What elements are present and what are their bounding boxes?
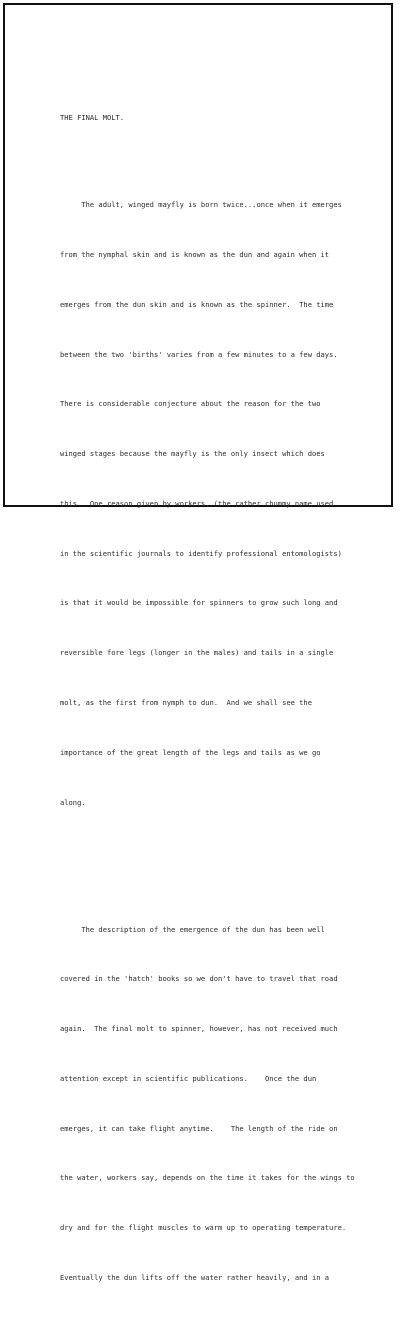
text-line: emerges from the dun skin and is known as the spinner. The time <box>60 299 334 309</box>
paragraph-1 <box>60 164 375 844</box>
document-title: THE FINAL MOLT. <box>60 113 125 122</box>
text-line: along. <box>60 797 86 807</box>
text-line: The adult, winged mayfly is born twice...once when it emerges <box>60 200 342 210</box>
document-body <box>60 94 375 1329</box>
text-line: dry and for the flight muscles to warm up to operating temperature. <box>60 1223 347 1233</box>
text-line: covered in the 'hatch' books so we don't have to travel that road <box>60 974 338 984</box>
text-line: reversible fore legs (longer in the males) and tails in a single <box>60 648 334 658</box>
paragraph-2 <box>60 888 375 1319</box>
text-line: in the scientific journals to identify professional entomologists) <box>60 548 342 558</box>
text-line: again. The final molt to spinner, however, has not received much <box>60 1024 338 1034</box>
text-line: There is considerable conjecture about the reason for the two <box>60 399 321 409</box>
text-line: emerges, it can take flight anytime. The length of the ride on <box>60 1123 338 1133</box>
text-line: between the two 'births' varies from a few minutes to a few days. <box>60 349 338 359</box>
text-line: winged stages because the mayfly is the only insect which does <box>60 449 325 459</box>
text-line: Eventually the dun lifts off the water rather heavily, and in a <box>60 1273 330 1282</box>
text-line: this. One reason given by workers, (the rather chummy name used <box>60 498 334 508</box>
text-line: is that it would be impossible for spinners to grow such long and <box>60 598 338 608</box>
text-line: the water, workers say, depends on the time it takes for the wings to <box>60 1173 355 1183</box>
text-line: molt, as the first from nymph to dun. And we shall see the <box>60 698 312 707</box>
text-line: The description of the emergence of the dun has been well <box>60 924 325 934</box>
text-line: attention except in scientific publications. Once the dun <box>60 1073 317 1083</box>
text-line: importance of the great length of the legs and tails as we go <box>60 747 321 757</box>
text-line: from the nymphal skin and is known as the dun and again when it <box>60 249 330 259</box>
